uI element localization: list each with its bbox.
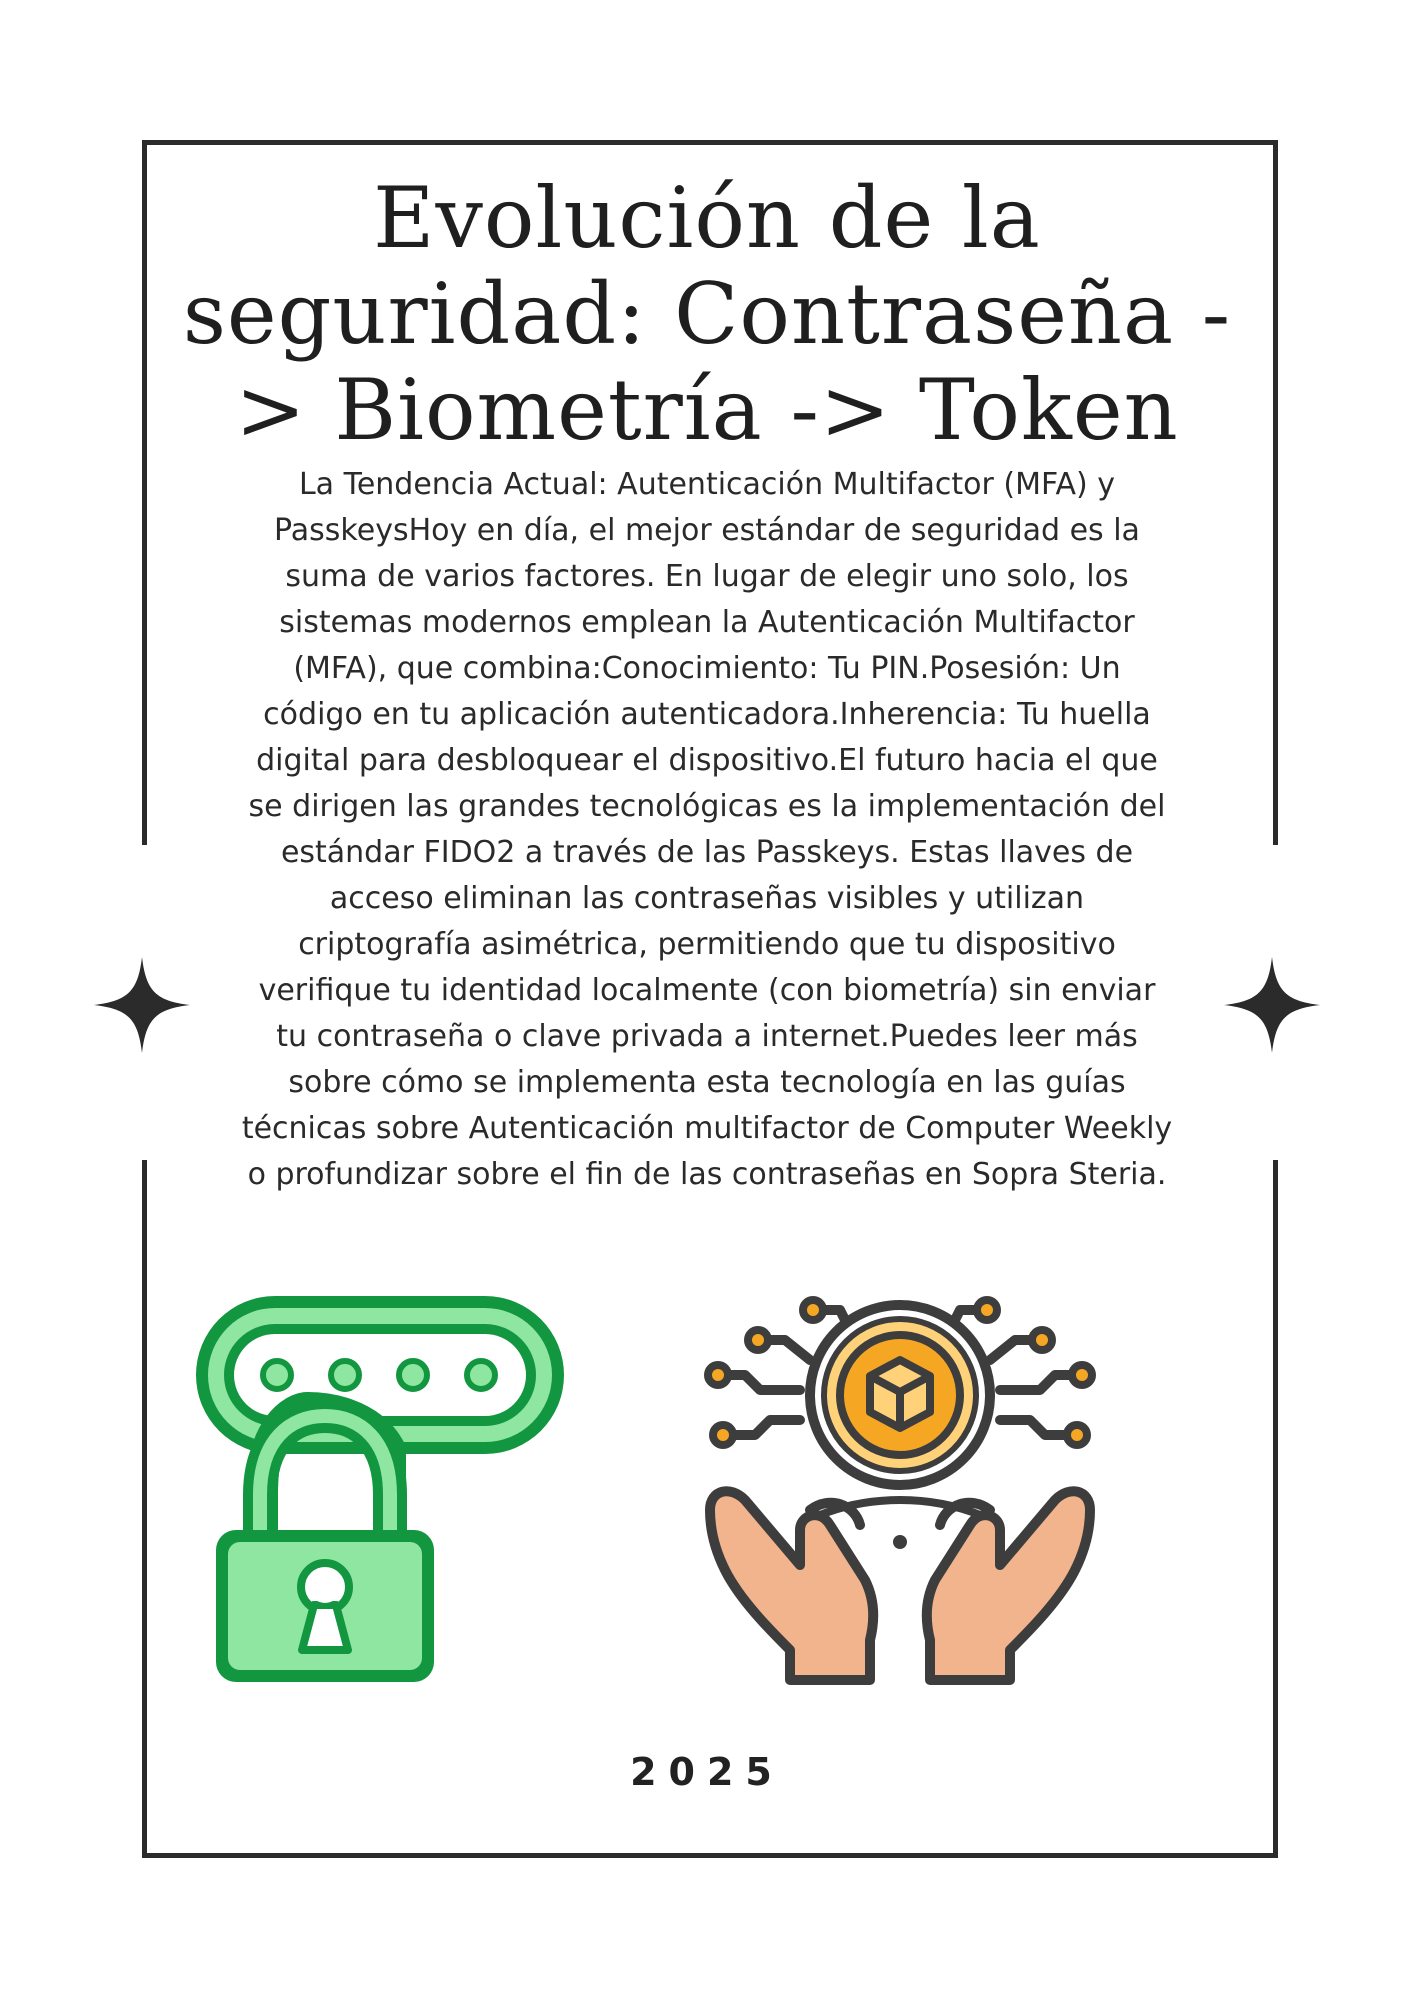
frame-left-border-upper xyxy=(142,140,147,845)
password-lock-icon xyxy=(190,1290,570,1690)
year-label: 2025 xyxy=(630,1750,784,1794)
body-paragraph: La Tendencia Actual: Autenticación Multifactor (MFA) y PasskeysHoy en día, el mejor estándar de seguridad es la suma de varios factores. En lugar de elegir uno solo, los sistemas modernos emplean la Autenticación Multifactor (MFA), que combina:Conocimiento: Tu PIN.Posesión: Un código en tu aplicación autenticadora.Inherencia: Tu huella digital para desbloquear el dispositivo.El futuro hacia el que se dirigen las grandes tecnológicas es la implementación del estándar FIDO2 a través de las Passkeys. Estas llaves de acceso eliminan las contraseñas visibles y utilizan criptografía asimétrica, permitiendo que tu dispositivo verifique tu identidad localmente (con biometría) sin enviar tu contraseña o clave privada a internet.Puedes leer más sobre cómo se implementa esta tecnología en las guías técnicas sobre Autenticación multifactor de Computer Weekly o profundizar sobre el fin de las contraseñas en Sopra Steria. xyxy=(241,467,1173,1192)
page-title: Evolución de la seguridad: Contraseña -> Biometría -> Token xyxy=(182,169,1232,459)
frame-right-border-upper xyxy=(1273,140,1278,845)
frame-bottom-border xyxy=(142,1853,1278,1858)
blockchain-token-hands-icon xyxy=(690,1280,1110,1690)
four-point-star-icon xyxy=(92,955,192,1055)
four-point-star-icon xyxy=(1222,955,1322,1055)
frame-top-border xyxy=(142,140,1278,145)
